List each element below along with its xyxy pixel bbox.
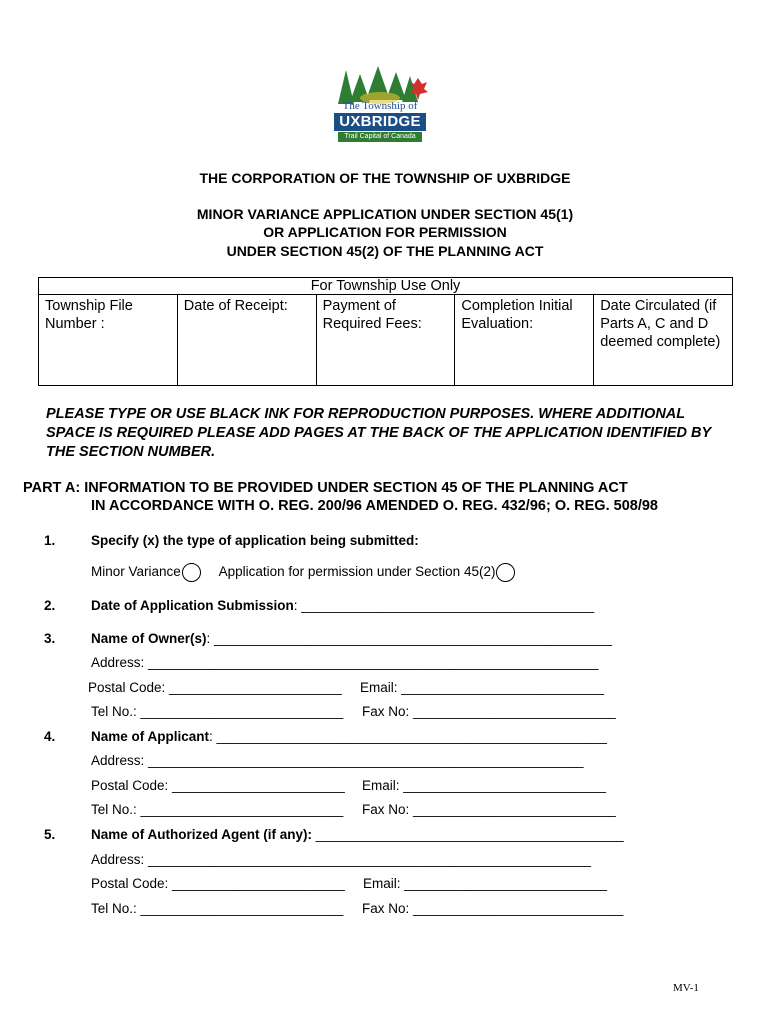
q3-label: Name of Owner(s) [91, 631, 207, 646]
q4-label: Name of Applicant [91, 729, 210, 744]
applicant-postal-field[interactable]: Postal Code: _______________________ [91, 778, 345, 793]
agent-address-field[interactable]: Address: ___________________________________________________________ [91, 852, 592, 867]
q1-number: 1. [44, 533, 56, 548]
minor-variance-label: Minor Variance [91, 564, 181, 580]
q1-options [91, 563, 515, 582]
q2-label: Date of Application Submission [91, 598, 294, 613]
q2-row [91, 598, 594, 613]
form-title-line1: MINOR VARIANCE APPLICATION UNDER SECTION 45(1) [196, 206, 574, 222]
logo-tagline: Trail Capital of Canada [338, 132, 422, 142]
date-circulated-cell: Date Circulated (if Parts A, C and D deemed complete) [594, 295, 733, 386]
q5-row [91, 827, 624, 842]
agent-email-field[interactable]: Email: ___________________________ [363, 876, 607, 891]
q4-row [91, 729, 607, 744]
applicant-tel-field[interactable]: Tel No.: ___________________________ [91, 802, 344, 817]
form-title-line2: OR APPLICATION FOR PERMISSION [263, 224, 507, 240]
agent-name-field[interactable]: _________________________________________ [312, 827, 624, 842]
q5-number: 5. [44, 827, 56, 842]
township-use-heading: For Township Use Only [39, 278, 733, 295]
submission-date-field[interactable]: : _______________________________________ [293, 598, 595, 613]
date-of-receipt-cell: Date of Receipt: [177, 295, 316, 386]
q5-label: Name of Authorized Agent (if any): [91, 827, 312, 842]
permission-radio[interactable] [496, 563, 515, 582]
page-code: MV-1 [673, 982, 699, 994]
permission-label: Application for permission under Section 45(2) [218, 564, 496, 580]
applicant-address-field[interactable]: Address: __________________________________________________________ [91, 753, 584, 768]
part-a-heading: PART A: INFORMATION TO BE PROVIDED UNDER SECTION 45 OF THE PLANNING ACT [23, 480, 628, 496]
agent-fax-field[interactable]: Fax No: ____________________________ [362, 901, 624, 916]
completion-evaluation-cell: Completion Initial Evaluation: [455, 295, 594, 386]
applicant-fax-field[interactable]: Fax No: ___________________________ [362, 802, 616, 817]
part-a-subheading: IN ACCORDANCE WITH O. REG. 200/96 AMENDED O. REG. 432/96; O. REG. 508/98 [91, 498, 658, 514]
q3-number: 3. [44, 631, 56, 646]
applicant-name-field[interactable]: : ____________________________________________________ [209, 729, 607, 744]
q3-row [91, 631, 612, 646]
q1-label: Specify (x) the type of application being submitted: [91, 533, 419, 548]
owner-email-field[interactable]: Email: ___________________________ [360, 680, 604, 695]
township-file-number-cell: Township File Number : [39, 295, 178, 386]
owner-tel-field[interactable]: Tel No.: ___________________________ [91, 704, 344, 719]
agent-postal-field[interactable]: Postal Code: _______________________ [91, 876, 345, 891]
owner-name-field[interactable]: : _____________________________________________________ [206, 631, 612, 646]
q4-number: 4. [44, 729, 56, 744]
payment-of-fees-cell: Payment of Required Fees: [316, 295, 455, 386]
agent-tel-field[interactable]: Tel No.: ___________________________ [91, 901, 344, 916]
owner-fax-field[interactable]: Fax No: ___________________________ [362, 704, 616, 719]
applicant-email-field[interactable]: Email: ___________________________ [362, 778, 606, 793]
corporation-title: THE CORPORATION OF THE TOWNSHIP OF UXBRIDGE [199, 170, 571, 186]
logo-name: UXBRIDGE [334, 113, 426, 131]
form-title-line3: UNDER SECTION 45(2) OF THE PLANNING ACT [226, 243, 544, 259]
owner-postal-field[interactable]: Postal Code: _______________________ [88, 680, 342, 695]
township-use-table [38, 277, 733, 386]
owner-address-field[interactable]: Address: ____________________________________________________________ [91, 655, 599, 670]
minor-variance-radio[interactable] [182, 563, 201, 582]
instructions-text: PLEASE TYPE OR USE BLACK INK FOR REPRODUCTION PURPOSES. WHERE ADDITIONAL SPACE IS REQUIRED PLEASE ADD PAGES AT THE BACK OF THE APPLICATION IDENTIFIED BY THE SECTION NUMBER. [46, 406, 711, 460]
q2-number: 2. [44, 598, 56, 613]
logo-script-text: The Township of [342, 100, 418, 112]
